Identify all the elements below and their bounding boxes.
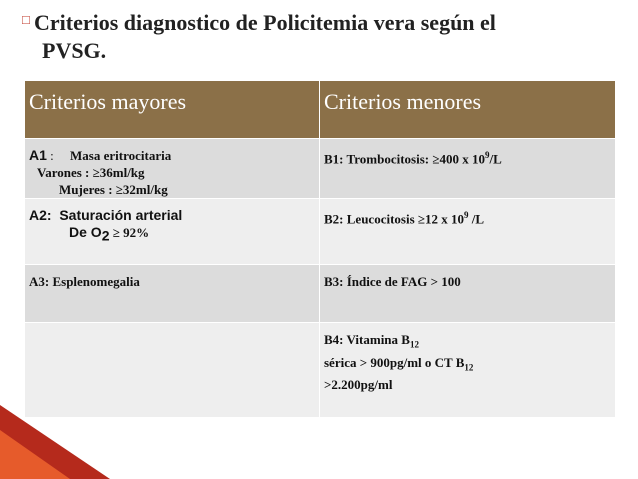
b4-line-2-a: sérica > 900pg/ml o CT B — [324, 354, 465, 370]
title-line-2: PVSG. — [42, 38, 107, 63]
cell-a2 — [25, 199, 320, 265]
b4-line-1 — [324, 331, 609, 354]
cell-b2 — [320, 199, 616, 265]
table-row — [25, 199, 616, 265]
a1-label: Masa eritrocitaria — [70, 148, 172, 163]
cell-a3: A3: Esplenomegalia — [25, 265, 320, 323]
a1-code: A1 — [29, 147, 47, 163]
title-line-1: Criterios diagnostico de Policitemia vera según el — [34, 10, 496, 35]
b1-text: B1: Trombocitosis: ≥400 x 10 — [324, 151, 485, 167]
a1-line-3: Mujeres : ≥32ml/kg — [59, 182, 168, 197]
a1-line-1 — [29, 147, 313, 164]
a1-line-2: Varones : ≥36ml/kg — [37, 165, 145, 180]
b4-line-1-sub: 12 — [409, 339, 419, 350]
a2-line-2 — [29, 224, 313, 245]
criteria-table — [24, 80, 616, 418]
b1-tail: /L — [489, 151, 502, 167]
b2-sup: 9 — [464, 210, 469, 220]
b4-line-1-a: B4: Vitamina B — [324, 332, 410, 347]
cell-b4 — [320, 323, 616, 418]
header-major-criteria: Criterios mayores — [25, 81, 320, 139]
b4-line-3: >2.200pg/ml — [324, 377, 393, 393]
table-row — [25, 139, 616, 199]
b1-sup: 9 — [484, 150, 490, 160]
a2-line-2-sub: 2 — [101, 227, 110, 244]
a2-line-2-a: De O — [69, 224, 102, 240]
b4-line-2 — [324, 354, 609, 377]
cell-b1 — [320, 139, 616, 199]
cell-a1 — [25, 139, 320, 199]
b2-text: B2: Leucocitosis ≥12 x 10 — [324, 211, 465, 227]
a2-label: Saturación arterial — [59, 207, 183, 223]
bullet-icon: □ — [22, 12, 30, 27]
table-row — [25, 323, 616, 418]
table-row — [25, 265, 616, 323]
b4-line-2-sub: 12 — [464, 362, 474, 373]
a1-sep: : — [50, 148, 54, 163]
a2-line-2-b: ≥ 92% — [109, 225, 150, 240]
header-minor-criteria: Criterios menores — [320, 81, 616, 139]
a2-line-1 — [29, 207, 313, 224]
cell-a4-empty — [25, 323, 320, 418]
a2-code: A2: — [29, 207, 52, 223]
table-header-row — [25, 81, 616, 139]
b2-tail: /L — [468, 211, 485, 227]
cell-b3: B3: Índice de FAG > 100 — [320, 265, 616, 323]
decorative-orange-wedge — [0, 430, 70, 479]
